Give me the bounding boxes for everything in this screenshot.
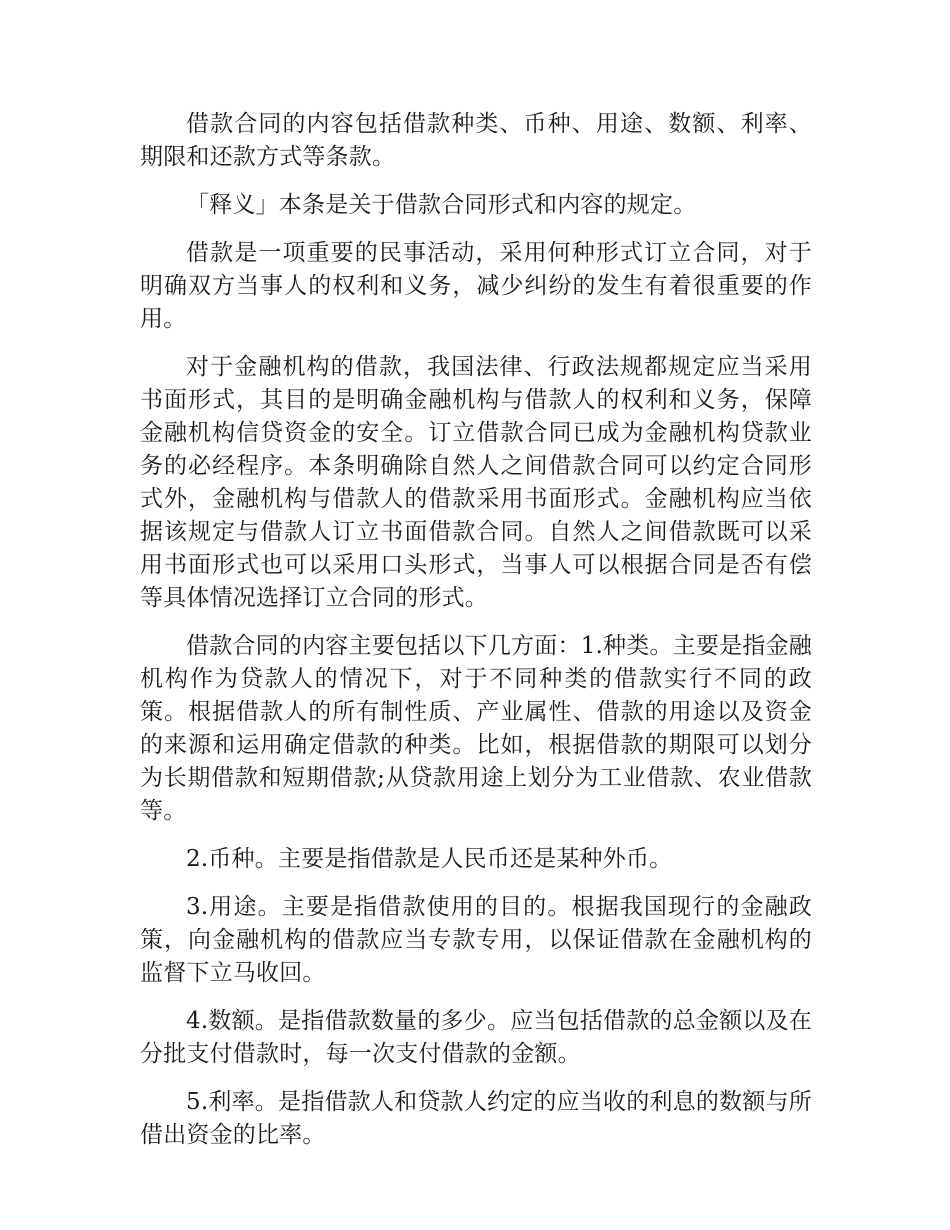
paragraph-loan-types: 借款合同的内容主要包括以下几方面：1.种类。主要是指金融机构作为贷款人的情况下，对于不同种类的借款实行不同的政策。根据借款人的所有制性质、产业属性、借款的用途以及资金的来源和运用确定借款的种类。比如，根据借款的期限可以划分为长期借款和短期借款;从贷款用途上划分为工业借款、农业借款等。 — [140, 633, 812, 824]
paragraph-civil-activity: 借款是一项重要的民事活动，采用何种形式订立合同，对于明确双方当事人的权利和义务，减少纠纷的发生有着很重要的作用。 — [140, 240, 812, 332]
paragraph-interest-rate: 5.利率。是指借款人和贷款人约定的应当收的利息的数额与所借出资金的比率。 — [140, 1089, 812, 1148]
paragraph-purpose: 3.用途。主要是指借款使用的目的。根据我国现行的金融政策，向金融机构的借款应当专款专用，以保证借款在金融机构的监督下立马收回。 — [140, 894, 812, 986]
document-page — [140, 108, 812, 1167]
paragraph-amount: 4.数额。是指借款数量的多少。应当包括借款的总金额以及在分批支付借款时，每一次支付借款的金额。 — [140, 1008, 812, 1067]
paragraph-contract-content: 借款合同的内容包括借款种类、币种、用途、数额、利率、期限和还款方式等条款。 — [140, 111, 812, 170]
paragraph-financial-institutions: 对于金融机构的借款，我国法律、行政法规都规定应当采用书面形式，其目的是明确金融机构与借款人的权利和义务，保障金融机构信贷资金的安全。订立借款合同已成为金融机构贷款业务的必经程序。本条明确除自然人之间借款合同可以约定合同形式外，金融机构与借款人的借款采用书面形式。金融机构应当依据该规定与借款人订立书面借款合同。自然人之间借款既可以采用书面形式也可以采用口头形式，当事人可以根据合同是否有偿等具体情况选择订立合同的形式。 — [140, 354, 812, 611]
paragraph-interpretation: 「释义」本条是关于借款合同形式和内容的规定。 — [186, 192, 697, 218]
paragraph-currency: 2.币种。主要是指借款是人民币还是某种外币。 — [186, 846, 673, 872]
